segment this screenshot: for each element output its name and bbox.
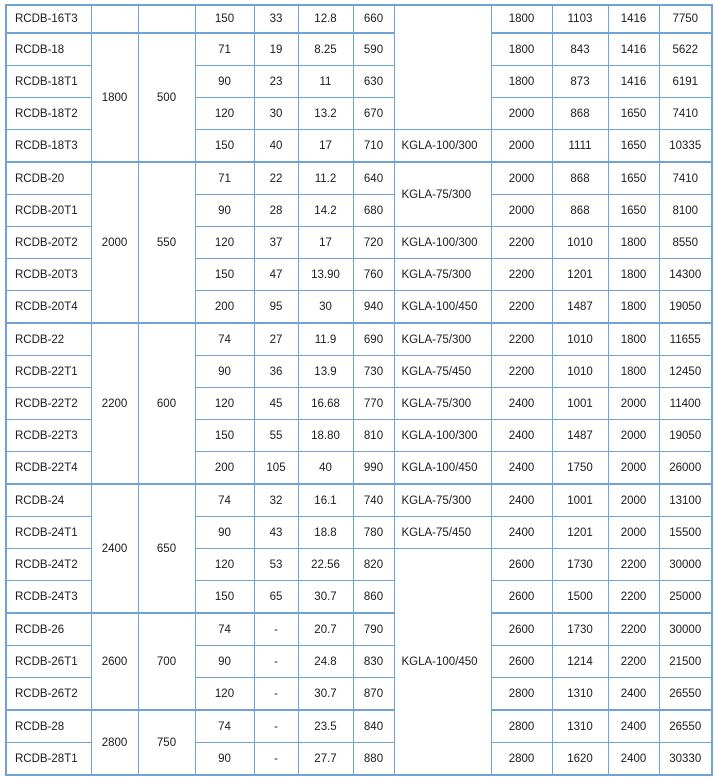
model-cell: RCDB-22T4 — [6, 452, 91, 485]
dim-cell: 500 — [138, 33, 195, 162]
value-cell: 12.8 — [298, 5, 353, 33]
table-row — [6, 33, 712, 66]
value-cell: 990 — [353, 452, 394, 485]
value-cell: 2000 — [608, 484, 659, 517]
value-cell: 90 — [195, 517, 254, 549]
kgla-cell — [394, 5, 491, 130]
value-cell: 1800 — [608, 227, 659, 259]
value-cell: 71 — [195, 162, 254, 195]
value-cell: 2200 — [491, 259, 552, 291]
model-cell: RCDB-26T2 — [6, 678, 91, 711]
model-cell: RCDB-24T2 — [6, 549, 91, 581]
value-cell: 11400 — [659, 388, 712, 420]
model-cell: RCDB-22T2 — [6, 388, 91, 420]
value-cell: 1500 — [552, 581, 608, 614]
value-cell: - — [254, 678, 298, 711]
dim-cell: 2800 — [91, 710, 138, 775]
value-cell: 120 — [195, 678, 254, 711]
dim-cell: 650 — [138, 484, 195, 613]
value-cell: 640 — [353, 162, 394, 195]
value-cell: 1201 — [552, 517, 608, 549]
value-cell: 2200 — [608, 613, 659, 646]
value-cell: 90 — [195, 195, 254, 227]
model-cell: RCDB-16T3 — [6, 5, 91, 33]
empty-cell — [91, 5, 138, 33]
model-cell: RCDB-26 — [6, 613, 91, 646]
value-cell: 43 — [254, 517, 298, 549]
value-cell: 1487 — [552, 420, 608, 452]
value-cell: 11655 — [659, 323, 712, 356]
value-cell: 11 — [298, 66, 353, 98]
value-cell: 873 — [552, 66, 608, 98]
value-cell: 2000 — [491, 130, 552, 163]
value-cell: 810 — [353, 420, 394, 452]
value-cell: 19050 — [659, 291, 712, 324]
value-cell: 22.56 — [298, 549, 353, 581]
kgla-cell: KGLA-100/450 — [394, 291, 491, 324]
dim-cell: 600 — [138, 323, 195, 484]
value-cell: 680 — [353, 195, 394, 227]
value-cell: 690 — [353, 323, 394, 356]
value-cell: 870 — [353, 678, 394, 711]
value-cell: 27.7 — [298, 743, 353, 776]
value-cell: 40 — [298, 452, 353, 485]
model-cell: RCDB-24 — [6, 484, 91, 517]
value-cell: 2200 — [491, 227, 552, 259]
model-cell: RCDB-20T1 — [6, 195, 91, 227]
value-cell: 18.8 — [298, 517, 353, 549]
kgla-cell: KGLA-100/300 — [394, 227, 491, 259]
value-cell: 720 — [353, 227, 394, 259]
value-cell: 1103 — [552, 5, 608, 33]
value-cell: 1650 — [608, 130, 659, 163]
value-cell: 1800 — [608, 323, 659, 356]
table-row — [6, 5, 712, 33]
kgla-cell: KGLA-75/300 — [394, 388, 491, 420]
value-cell: 820 — [353, 549, 394, 581]
value-cell: 105 — [254, 452, 298, 485]
value-cell: 2000 — [491, 162, 552, 195]
dim-cell: 1800 — [91, 33, 138, 162]
value-cell: 13.2 — [298, 98, 353, 130]
value-cell: 1650 — [608, 162, 659, 195]
value-cell: 868 — [552, 195, 608, 227]
kgla-cell: KGLA-75/450 — [394, 517, 491, 549]
value-cell: 660 — [353, 5, 394, 33]
value-cell: 26550 — [659, 678, 712, 711]
value-cell: 710 — [353, 130, 394, 163]
value-cell: 13.9 — [298, 356, 353, 388]
value-cell: 26000 — [659, 452, 712, 485]
value-cell: 95 — [254, 291, 298, 324]
dim-cell: 750 — [138, 710, 195, 775]
value-cell: 30000 — [659, 613, 712, 646]
value-cell: 1800 — [491, 33, 552, 66]
value-cell: - — [254, 743, 298, 776]
value-cell: 2400 — [491, 420, 552, 452]
value-cell: 36 — [254, 356, 298, 388]
value-cell: 5622 — [659, 33, 712, 66]
model-cell: RCDB-20 — [6, 162, 91, 195]
dim-cell: 2600 — [91, 613, 138, 710]
value-cell: 2200 — [608, 581, 659, 614]
value-cell: 150 — [195, 259, 254, 291]
model-cell: RCDB-28T1 — [6, 743, 91, 776]
model-cell: RCDB-18T3 — [6, 130, 91, 163]
value-cell: 2000 — [491, 98, 552, 130]
value-cell: 770 — [353, 388, 394, 420]
table-row — [6, 162, 712, 195]
value-cell: 26550 — [659, 710, 712, 743]
value-cell: 8550 — [659, 227, 712, 259]
value-cell: 200 — [195, 452, 254, 485]
value-cell: 23 — [254, 66, 298, 98]
value-cell: 1010 — [552, 356, 608, 388]
value-cell: 65 — [254, 581, 298, 614]
value-cell: 23.5 — [298, 710, 353, 743]
value-cell: 16.1 — [298, 484, 353, 517]
dim-cell: 700 — [138, 613, 195, 710]
value-cell: 32 — [254, 484, 298, 517]
value-cell: 71 — [195, 33, 254, 66]
kgla-cell: KGLA-100/300 — [394, 130, 491, 163]
value-cell: 860 — [353, 581, 394, 614]
value-cell: 880 — [353, 743, 394, 776]
value-cell: 7410 — [659, 162, 712, 195]
value-cell: 730 — [353, 356, 394, 388]
value-cell: 940 — [353, 291, 394, 324]
value-cell: 2200 — [491, 291, 552, 324]
kgla-cell: KGLA-100/300 — [394, 420, 491, 452]
value-cell: 670 — [353, 98, 394, 130]
value-cell: 12450 — [659, 356, 712, 388]
value-cell: 1750 — [552, 452, 608, 485]
model-cell: RCDB-24T3 — [6, 581, 91, 614]
value-cell: 10335 — [659, 130, 712, 163]
value-cell: 11.2 — [298, 162, 353, 195]
kgla-cell: KGLA-100/450 — [394, 549, 491, 776]
dim-cell: 2200 — [91, 323, 138, 484]
table-row — [6, 710, 712, 743]
value-cell: 74 — [195, 323, 254, 356]
value-cell: 2800 — [491, 743, 552, 776]
value-cell: 868 — [552, 162, 608, 195]
value-cell: 45 — [254, 388, 298, 420]
value-cell: 74 — [195, 484, 254, 517]
value-cell: 1010 — [552, 323, 608, 356]
value-cell: 1310 — [552, 710, 608, 743]
value-cell: 20.7 — [298, 613, 353, 646]
value-cell: - — [254, 710, 298, 743]
model-cell: RCDB-20T2 — [6, 227, 91, 259]
value-cell: 2600 — [491, 646, 552, 678]
value-cell: 780 — [353, 517, 394, 549]
value-cell: 2400 — [491, 484, 552, 517]
value-cell: 74 — [195, 710, 254, 743]
value-cell: 90 — [195, 356, 254, 388]
value-cell: 21500 — [659, 646, 712, 678]
kgla-cell: KGLA-75/300 — [394, 259, 491, 291]
value-cell: 90 — [195, 66, 254, 98]
value-cell: 1620 — [552, 743, 608, 776]
value-cell: 1310 — [552, 678, 608, 711]
value-cell: 24.8 — [298, 646, 353, 678]
kgla-cell: KGLA-75/300 — [394, 484, 491, 517]
value-cell: 868 — [552, 98, 608, 130]
value-cell: 2200 — [491, 323, 552, 356]
value-cell: 1487 — [552, 291, 608, 324]
value-cell: 14300 — [659, 259, 712, 291]
value-cell: 90 — [195, 743, 254, 776]
value-cell: 2400 — [608, 743, 659, 776]
value-cell: 47 — [254, 259, 298, 291]
value-cell: 2400 — [491, 452, 552, 485]
value-cell: 2600 — [491, 549, 552, 581]
value-cell: 630 — [353, 66, 394, 98]
value-cell: 760 — [353, 259, 394, 291]
value-cell: 120 — [195, 549, 254, 581]
model-cell: RCDB-18T2 — [6, 98, 91, 130]
value-cell: 30330 — [659, 743, 712, 776]
table-row — [6, 613, 712, 646]
value-cell: 1800 — [608, 259, 659, 291]
empty-cell — [138, 5, 195, 33]
model-cell: RCDB-22 — [6, 323, 91, 356]
model-cell: RCDB-22T1 — [6, 356, 91, 388]
value-cell: 1010 — [552, 227, 608, 259]
value-cell: 2400 — [608, 710, 659, 743]
value-cell: 120 — [195, 227, 254, 259]
value-cell: 200 — [195, 291, 254, 324]
value-cell: 8100 — [659, 195, 712, 227]
value-cell: 19050 — [659, 420, 712, 452]
value-cell: 2400 — [608, 678, 659, 711]
value-cell: 2000 — [491, 195, 552, 227]
value-cell: 1214 — [552, 646, 608, 678]
model-cell: RCDB-18 — [6, 33, 91, 66]
model-cell: RCDB-28 — [6, 710, 91, 743]
value-cell: 1201 — [552, 259, 608, 291]
value-cell: 2200 — [491, 356, 552, 388]
value-cell: 40 — [254, 130, 298, 163]
value-cell: 53 — [254, 549, 298, 581]
value-cell: 2600 — [491, 613, 552, 646]
table-row — [6, 323, 712, 356]
value-cell: 1730 — [552, 549, 608, 581]
value-cell: 7750 — [659, 5, 712, 33]
dim-cell: 2000 — [91, 162, 138, 323]
value-cell: 74 — [195, 613, 254, 646]
value-cell: 13100 — [659, 484, 712, 517]
value-cell: 2800 — [491, 678, 552, 711]
value-cell: 1800 — [491, 5, 552, 33]
value-cell: 18.80 — [298, 420, 353, 452]
value-cell: 13.90 — [298, 259, 353, 291]
value-cell: 150 — [195, 420, 254, 452]
model-cell: RCDB-18T1 — [6, 66, 91, 98]
value-cell: - — [254, 613, 298, 646]
spec-table — [5, 4, 713, 776]
value-cell: 16.68 — [298, 388, 353, 420]
value-cell: 27 — [254, 323, 298, 356]
value-cell: 1800 — [608, 291, 659, 324]
value-cell: 11.9 — [298, 323, 353, 356]
value-cell: 2600 — [491, 581, 552, 614]
value-cell: 17 — [298, 227, 353, 259]
value-cell: 33 — [254, 5, 298, 33]
value-cell: 22 — [254, 162, 298, 195]
value-cell: 30 — [298, 291, 353, 324]
value-cell: 790 — [353, 613, 394, 646]
value-cell: 1416 — [608, 33, 659, 66]
value-cell: 14.2 — [298, 195, 353, 227]
value-cell: 28 — [254, 195, 298, 227]
value-cell: 1416 — [608, 66, 659, 98]
value-cell: 120 — [195, 388, 254, 420]
value-cell: 15500 — [659, 517, 712, 549]
value-cell: 2000 — [608, 517, 659, 549]
value-cell: - — [254, 646, 298, 678]
value-cell: 1111 — [552, 130, 608, 163]
value-cell: 2200 — [608, 646, 659, 678]
dim-cell: 550 — [138, 162, 195, 323]
value-cell: 55 — [254, 420, 298, 452]
model-cell: RCDB-20T4 — [6, 291, 91, 324]
value-cell: 30 — [254, 98, 298, 130]
model-cell: RCDB-22T3 — [6, 420, 91, 452]
kgla-cell: KGLA-75/300 — [394, 323, 491, 356]
value-cell: 150 — [195, 130, 254, 163]
table-row — [6, 484, 712, 517]
value-cell: 590 — [353, 33, 394, 66]
value-cell: 1800 — [491, 66, 552, 98]
value-cell: 740 — [353, 484, 394, 517]
value-cell: 30.7 — [298, 678, 353, 711]
value-cell: 2800 — [491, 710, 552, 743]
value-cell: 2000 — [608, 452, 659, 485]
value-cell: 7410 — [659, 98, 712, 130]
value-cell: 6191 — [659, 66, 712, 98]
value-cell: 1730 — [552, 613, 608, 646]
value-cell: 8.25 — [298, 33, 353, 66]
kgla-cell: KGLA-100/450 — [394, 452, 491, 485]
value-cell: 1416 — [608, 5, 659, 33]
value-cell: 150 — [195, 5, 254, 33]
kgla-cell: KGLA-75/450 — [394, 356, 491, 388]
value-cell: 1650 — [608, 98, 659, 130]
value-cell: 2000 — [608, 420, 659, 452]
dim-cell: 2400 — [91, 484, 138, 613]
value-cell: 2400 — [491, 517, 552, 549]
value-cell: 1001 — [552, 388, 608, 420]
value-cell: 2200 — [608, 549, 659, 581]
value-cell: 830 — [353, 646, 394, 678]
kgla-cell: KGLA-75/300 — [394, 162, 491, 227]
model-cell: RCDB-24T1 — [6, 517, 91, 549]
value-cell: 120 — [195, 98, 254, 130]
value-cell: 2400 — [491, 388, 552, 420]
value-cell: 19 — [254, 33, 298, 66]
value-cell: 150 — [195, 581, 254, 614]
value-cell: 843 — [552, 33, 608, 66]
value-cell: 37 — [254, 227, 298, 259]
value-cell: 1650 — [608, 195, 659, 227]
value-cell: 30.7 — [298, 581, 353, 614]
model-cell: RCDB-20T3 — [6, 259, 91, 291]
value-cell: 30000 — [659, 549, 712, 581]
value-cell: 90 — [195, 646, 254, 678]
value-cell: 2000 — [608, 388, 659, 420]
value-cell: 17 — [298, 130, 353, 163]
value-cell: 25000 — [659, 581, 712, 614]
value-cell: 840 — [353, 710, 394, 743]
value-cell: 1001 — [552, 484, 608, 517]
value-cell: 1800 — [608, 356, 659, 388]
model-cell: RCDB-26T1 — [6, 646, 91, 678]
